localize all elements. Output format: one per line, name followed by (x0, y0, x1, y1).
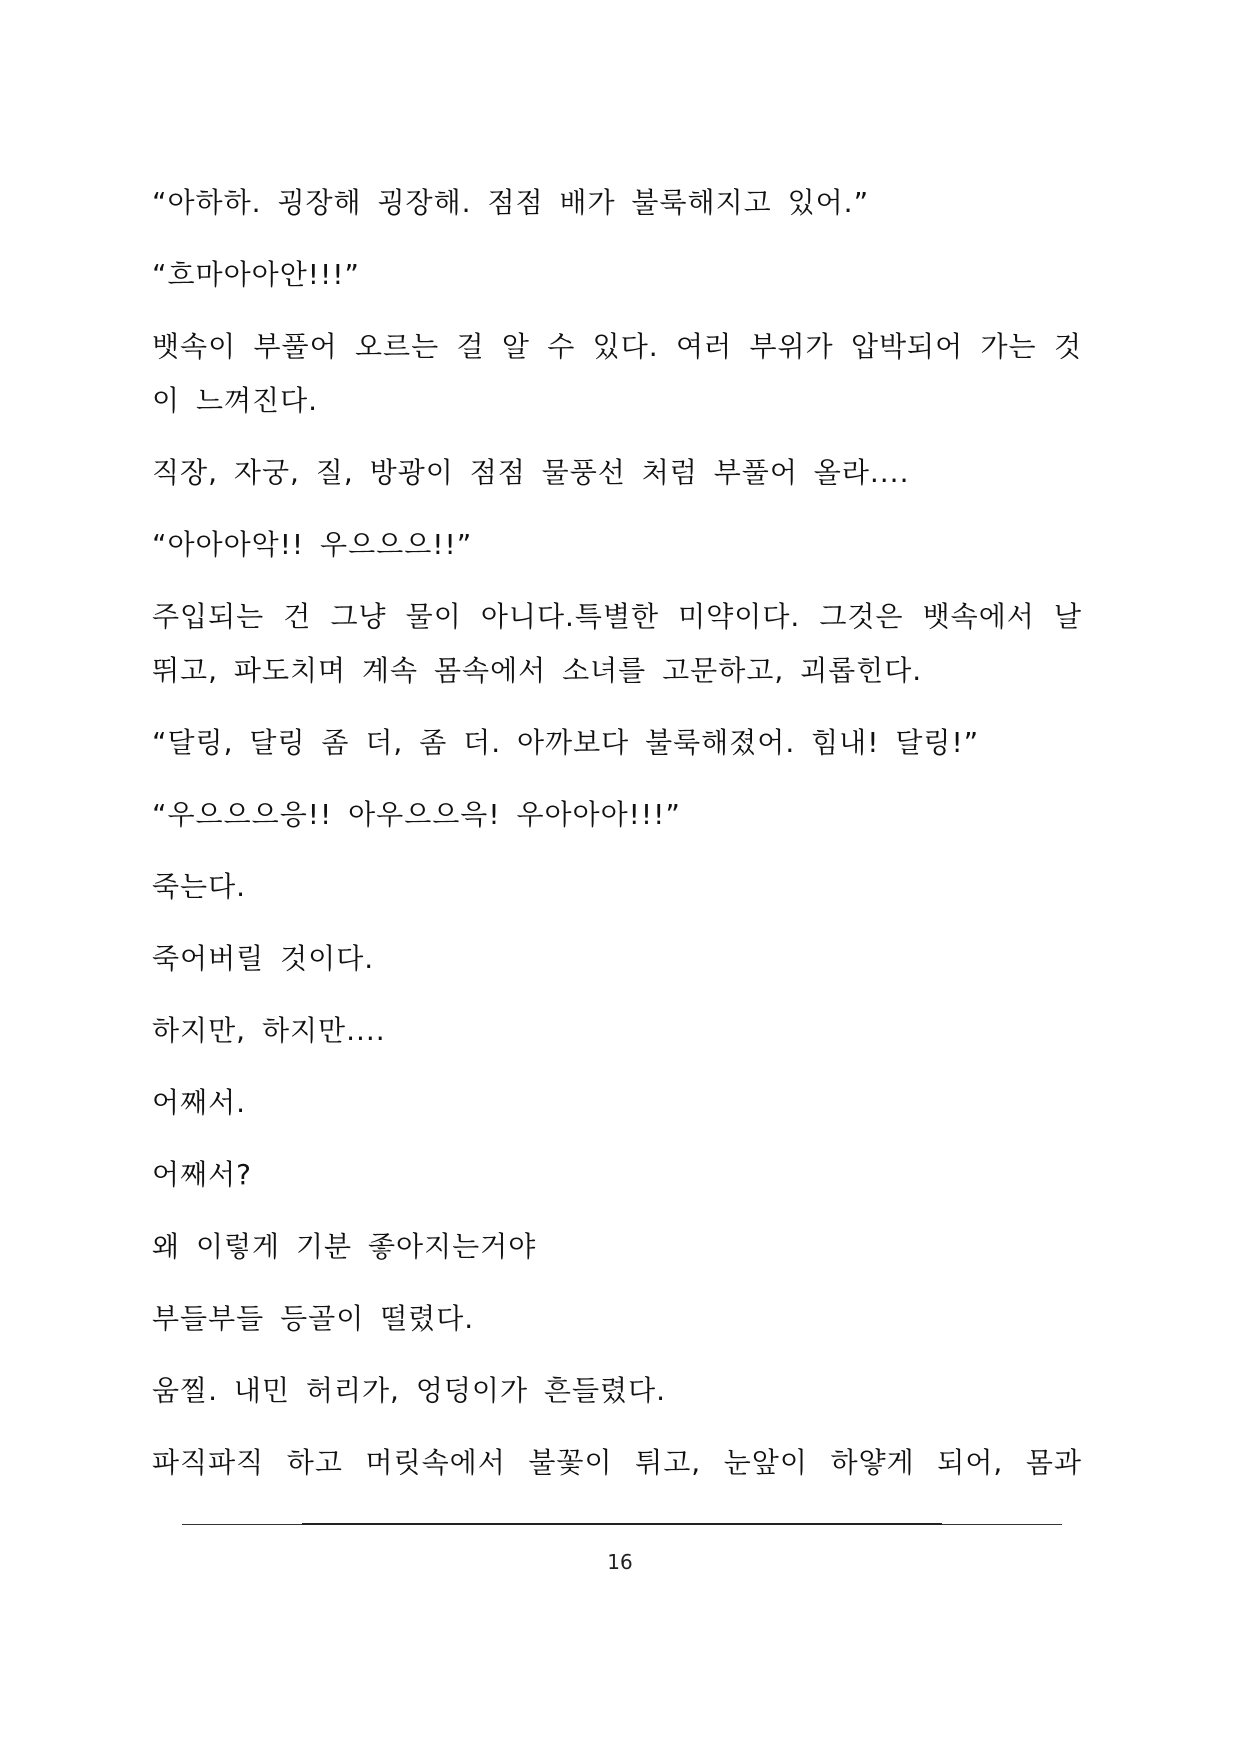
page-number: 16 (607, 1550, 633, 1574)
paragraph-14: 왜 이렇게 기분 좋아지는거야 (152, 1230, 537, 1263)
paragraph-16: 움찔. 내민 허리가, 엉덩이가 흔들렸다. (152, 1374, 667, 1407)
paragraph-13: 어째서? (152, 1158, 253, 1191)
paragraph-3: 뱃속이 부풀어 오르는 걸 알 수 있다. 여러 부위가 압박되어 가는 것이 느껴진다. (152, 330, 1082, 417)
body-text (152, 176, 1082, 1508)
paragraph-17: 파직파직 하고 머릿속에서 불꽃이 튀고, 눈앞이 하얗게 되어, 몸과 (152, 1446, 1082, 1479)
paragraph-12: 어째서. (152, 1086, 247, 1119)
paragraph-9: 죽는다. (152, 870, 247, 903)
paragraph-6: 주입되는 건 그냥 물이 아니다.특별한 미약이다. 그것은 뱃속에서 날뛰고, 파도치며 계속 몸속에서 소녀를 고문하고, 괴롭힌다. (152, 600, 1082, 687)
footer-rule-accent (302, 1523, 942, 1525)
paragraph-5: “아아아악!! 우으으으!!” (152, 528, 473, 561)
paragraph-8: “우으으으응!! 아우으으윽! 우아아아!!!” (152, 798, 681, 831)
paragraph-4: 직장, 자궁, 질, 방광이 점점 물풍선 처럼 부풀어 올라.... (152, 456, 910, 489)
paragraph-7: “달링, 달링 좀 더, 좀 더. 아까보다 불룩해졌어. 힘내! 달링!” (152, 726, 980, 759)
paragraph-15: 부들부들 등골이 떨렸다. (152, 1302, 475, 1335)
paragraph-10: 죽어버릴 것이다. (152, 942, 375, 975)
paragraph-1: “아하하. 굉장해 굉장해. 점점 배가 불룩해지고 있어.” (152, 186, 870, 219)
paragraph-11: 하지만, 하지만.... (152, 1014, 386, 1047)
paragraph-2: “흐마아아안!!!” (152, 258, 360, 291)
